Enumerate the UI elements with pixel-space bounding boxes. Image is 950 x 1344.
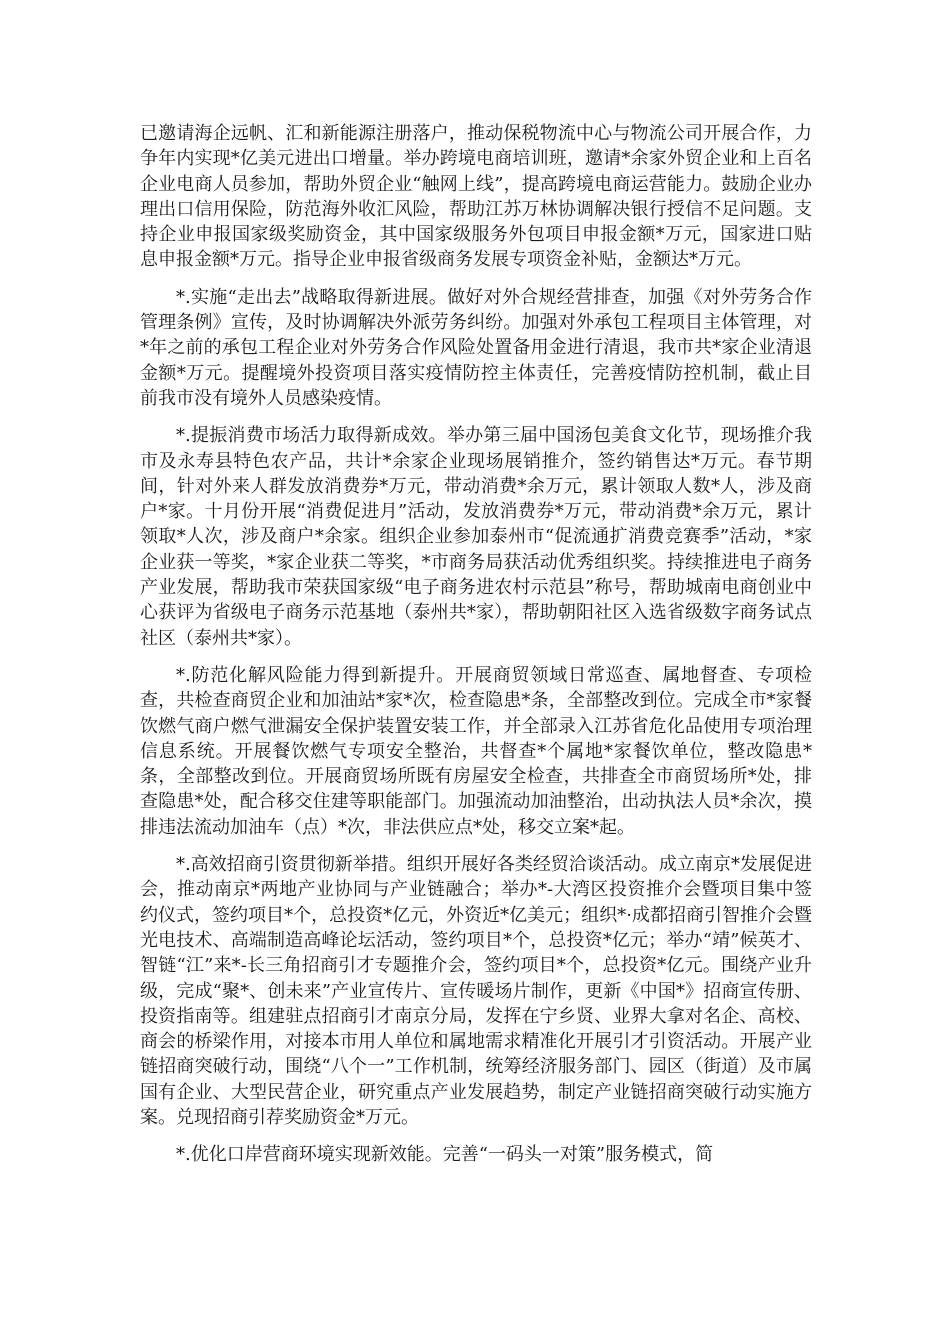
paragraph-investment-promotion: *.高效招商引资贯彻新举措。组织开展好各类经贸洽谈活动。成立南京*发展促进会，推动南京*两地产业协同与产业链融合；举办*-大湾区投资推介会暨项目集中签约仪式，签约项目*个，总投资*亿元，外资近*亿美元；组织*·成都招商引智推介会暨光电技术、高端制造高峰论坛活动，签约项目*个，总投资*亿元；举办“靖”候英才、智链“江”来*-长三角招商引才专题推介会，签约项目*个，总投资*亿元。围绕产业升级，完成“聚*、创未来”产业宣传片、宣传暖场片制作，更新《中国*》招商宣传册、投资指南等。组建驻点招商引才南京分局，发挥在宁乡贤、业界大拿对名企、高校、商会的桥梁作用，对接本市用人单位和属地需求精准化开展引才引资活动。开展产业链招商突破行动，围绕“八个一”工作机制，统筹经济服务部门、园区（街道）及市属国有企业、大型民营企业，研究重点产业发展趋势，制定产业链招商突破行动实施方案。兑现招商引荐奖励资金*万元。 (140, 854, 812, 1128)
paragraph-going-global: *.实施“走出去”战略取得新进展。做好对外合规经营排查，加强《对外劳务合作管理条例》宣传，及时协调解决外派劳务纠纷。加强对外承包工程项目主体管理，对*年之前的承包工程企业对外劳务合作风险处置备用金进行清退，我市共*家企业清退金额*万元。提醒境外投资项目落实疫情防控主体责任，完善疫情防控机制，截止目前我市没有境外人员感染疫情。 (140, 286, 812, 409)
document-body (140, 121, 812, 1168)
paragraph-risk-prevention: *.防范化解风险能力得到新提升。开展商贸领域日常巡查、属地督查、专项检查，共检查商贸企业和加油站*家*次，检查隐患*条，全部整改到位。完成全市*家餐饮燃气商户燃气泄漏安全保护装置安装工作，并全部录入江苏省危化品使用专项治理信息系统。开展餐饮燃气专项安全整治，共督查*个属地*家餐饮单位，整改隐患*条，全部整改到位。开展商贸场所既有房屋安全检查，共排查全市商贸场所*处，排查隐患*处，配合移交住建等职能部门。加强流动加油整治，出动执法人员*余次，摸排违法流动加油车（点）*次，非法供应点*处，移交立案*起。 (140, 664, 812, 838)
paragraph-consumption: *.提振消费市场活力取得新成效。举办第三届中国汤包美食文化节，现场推介我市及永寿县特色农产品，共计*余家企业现场展销推介，签约销售达*万元。春节期间，针对外来人群发放消费券*万元，带动消费*余万元，累计领取人数*人，涉及商户*家。十月份开展“消费促进月”活动，发放消费券*万元，带动消费*余万元，累计领取*人次，涉及商户*余家。组织企业参加泰州市“促流通扩消费竞赛季”活动，*家企业获一等奖，*家企业获二等奖，*市商务局获活动优秀组织奖。持续推进电子商务产业发展，帮助我市荣获国家级“电子商务进农村示范县”称号，帮助城南电商创业中心获评为省级电子商务示范基地（泰州共*家），帮助朝阳社区入选省级数字商务试点社区（泰州共*家）。 (140, 425, 812, 649)
paragraph-continuation: 已邀请海企远帆、汇和新能源注册落户，推动保税物流中心与物流公司开展合作，力争年内实现*亿美元进出口增量。举办跨境电商培训班，邀请*余家外贸企业和上百名企业电商人员参加，帮助外贸企业“触网上线”，提高跨境电商运营能力。鼓励企业办理出口信用保险，防范海外收汇风险，帮助江苏万林协调解决银行授信不足问题。支持企业申报国家级奖励资金，其中国家级服务外包项目申报金额*万元，国家进口贴息申报金额*万元。指导企业申报省级商务发展专项资金补贴，金额达*万元。 (140, 123, 812, 271)
paragraph-port-environment: *.优化口岸营商环境实现新效能。完善“一码头一对策”服务模式，简 (176, 1144, 714, 1166)
